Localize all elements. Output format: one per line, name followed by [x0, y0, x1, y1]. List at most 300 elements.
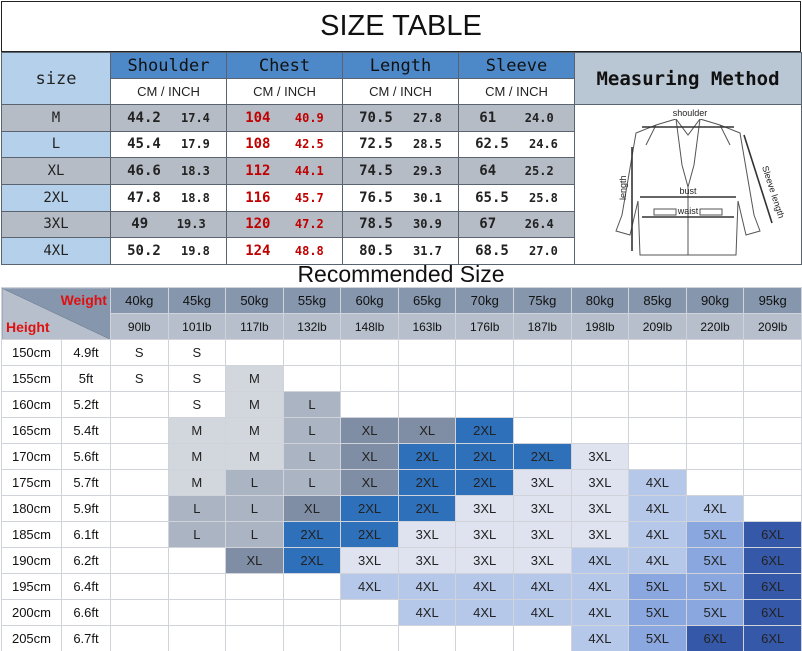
size-recommendation-cell: 5XL: [629, 626, 687, 651]
size-recommendation-cell: [744, 418, 802, 444]
size-recommendation-cell: [456, 392, 514, 418]
size-recommendation-cell: 2XL: [398, 496, 456, 522]
height-ft-label: 4.9ft: [61, 340, 110, 366]
size-table: [1, 52, 802, 265]
cm-value: 67: [479, 216, 497, 233]
size-recommendation-cell: 2XL: [283, 548, 341, 574]
sleeve-cell: [459, 184, 575, 211]
size-recommendation-cell: L: [226, 522, 284, 548]
size-recommendation-cell: 3XL: [456, 522, 514, 548]
size-recommendation-cell: [571, 418, 629, 444]
size-recommendation-cell: XL: [341, 444, 399, 470]
length-cell: [343, 158, 459, 185]
height-ft-label: 5.9ft: [61, 496, 110, 522]
height-cm-label: 190cm: [2, 548, 62, 574]
height-ft-label: 5.7ft: [61, 470, 110, 496]
size-recommendation-cell: [110, 418, 168, 444]
size-recommendation-cell: [571, 392, 629, 418]
size-recommendation-cell: L: [226, 470, 284, 496]
size-recommendation-cell: [110, 470, 168, 496]
size-recommendation-cell: 3XL: [514, 522, 572, 548]
size-recommendation-cell: L: [283, 392, 341, 418]
size-recommendation-cell: 2XL: [341, 522, 399, 548]
height-cm-label: 175cm: [2, 470, 62, 496]
size-recommendation-cell: M: [226, 392, 284, 418]
height-row: [2, 496, 802, 522]
size-recommendation-cell: [686, 366, 744, 392]
height-cm-label: 195cm: [2, 574, 62, 600]
size-recommendation-cell: [341, 392, 399, 418]
size-recommendation-cell: 2XL: [456, 444, 514, 470]
size-recommendation-cell: 4XL: [456, 574, 514, 600]
size-recommendation-cell: S: [110, 366, 168, 392]
size-recommendation-cell: [744, 340, 802, 366]
size-recommendation-cell: [398, 626, 456, 651]
size-recommendation-cell: [744, 470, 802, 496]
size-recommendation-cell: 4XL: [398, 574, 456, 600]
weight-kg-header: 65kg: [398, 288, 456, 314]
weight-kg-header: 95kg: [744, 288, 802, 314]
size-recommendation-cell: XL: [226, 548, 284, 574]
size-recommendation-cell: [686, 470, 744, 496]
size-recommendation-cell: 6XL: [744, 626, 802, 651]
cm-value: 76.5: [359, 189, 393, 206]
size-recommendation-cell: [341, 600, 399, 626]
height-row: [2, 340, 802, 366]
inch-value: 17.9: [181, 137, 210, 152]
cm-value: 80.5: [359, 243, 393, 260]
shoulder-cell: [111, 211, 227, 238]
size-recommendation-cell: 4XL: [571, 626, 629, 651]
inch-value: 24.0: [524, 110, 554, 125]
cm-value: 61: [479, 109, 497, 126]
chest-cell: [227, 105, 343, 132]
inch-value: 25.2: [524, 164, 554, 179]
height-cm-label: 165cm: [2, 418, 62, 444]
weight-kg-header: 60kg: [341, 288, 399, 314]
unit-label: CM / INCH: [227, 79, 343, 105]
size-recommendation-cell: L: [283, 418, 341, 444]
height-cm-label: 205cm: [2, 626, 62, 651]
height-row: [2, 600, 802, 626]
inch-value: 29.3: [413, 164, 442, 179]
size-recommendation-cell: 5XL: [629, 574, 687, 600]
height-cm-label: 155cm: [2, 366, 62, 392]
size-recommendation-cell: [168, 548, 226, 574]
cm-value: 120: [245, 216, 271, 233]
height-ft-label: 5ft: [61, 366, 110, 392]
size-recommendation-cell: XL: [283, 496, 341, 522]
size-recommendation-cell: 3XL: [456, 548, 514, 574]
size-recommendation-cell: 4XL: [514, 574, 572, 600]
cm-value: 62.5: [475, 136, 509, 153]
size-label: 3XL: [2, 211, 111, 238]
chest-cell: [227, 184, 343, 211]
size-recommendation-cell: 2XL: [398, 470, 456, 496]
weight-lb-header: 198lb: [571, 314, 629, 340]
size-recommendation-cell: 4XL: [571, 600, 629, 626]
size-label: 4XL: [2, 238, 111, 265]
cm-value: 124: [245, 243, 271, 260]
size-recommendation-cell: [686, 392, 744, 418]
size-recommendation-cell: 6XL: [744, 600, 802, 626]
size-recommendation-cell: 2XL: [398, 444, 456, 470]
height-ft-label: 6.2ft: [61, 548, 110, 574]
size-recommendation-cell: [398, 366, 456, 392]
size-recommendation-cell: [110, 522, 168, 548]
size-recommendation-cell: 2XL: [283, 522, 341, 548]
size-recommendation-cell: [341, 340, 399, 366]
cm-value: 64: [479, 163, 497, 180]
height-ft-label: 6.4ft: [61, 574, 110, 600]
size-recommendation-cell: XL: [341, 418, 399, 444]
size-recommendation-cell: 5XL: [686, 600, 744, 626]
size-recommendation-cell: M: [168, 470, 226, 496]
size-recommendation-cell: S: [168, 340, 226, 366]
height-row: [2, 548, 802, 574]
size-recommendation-cell: 2XL: [341, 496, 399, 522]
height-cm-label: 150cm: [2, 340, 62, 366]
size-recommendation-cell: [110, 548, 168, 574]
measure-header-length: Length: [343, 53, 459, 79]
size-recommendation-cell: [686, 444, 744, 470]
size-recommendation-cell: L: [226, 496, 284, 522]
size-recommendation-cell: 4XL: [629, 470, 687, 496]
size-recommendation-cell: [110, 600, 168, 626]
size-recommendation-cell: M: [226, 366, 284, 392]
size-recommendation-cell: [226, 600, 284, 626]
size-recommendation-cell: [456, 366, 514, 392]
height-ft-label: 5.4ft: [61, 418, 110, 444]
size-recommendation-cell: 3XL: [514, 496, 572, 522]
shoulder-diagram-label: shoulder: [672, 108, 707, 118]
page-title: SIZE TABLE: [1, 1, 801, 52]
size-recommendation-cell: [226, 626, 284, 651]
measure-header-sleeve: Sleeve: [459, 53, 575, 79]
unit-label: CM / INCH: [111, 79, 227, 105]
size-recommendation-cell: L: [168, 496, 226, 522]
size-recommendation-cell: 4XL: [686, 496, 744, 522]
height-ft-label: 6.7ft: [61, 626, 110, 651]
size-recommendation-cell: [283, 626, 341, 651]
size-recommendation-cell: 3XL: [398, 522, 456, 548]
size-recommendation-cell: [456, 340, 514, 366]
inch-value: 42.5: [294, 137, 324, 152]
size-recommendation-cell: [341, 626, 399, 651]
size-recommendation-cell: M: [168, 444, 226, 470]
waist-diagram-label: waist: [677, 206, 698, 216]
cm-value: 108: [245, 136, 271, 153]
shoulder-cell: [111, 105, 227, 132]
size-recommendation-cell: 6XL: [744, 574, 802, 600]
size-header: size: [2, 53, 111, 105]
blazer-diagram: [576, 105, 801, 259]
size-recommendation-cell: 3XL: [514, 548, 572, 574]
size-recommendation-cell: [110, 496, 168, 522]
sleeve-cell: [459, 105, 575, 132]
size-recommendation-cell: 4XL: [398, 600, 456, 626]
measuring-method-diagram: [575, 105, 802, 265]
size-recommendation-cell: [398, 392, 456, 418]
size-recommendation-cell: 2XL: [514, 444, 572, 470]
measure-header-chest: Chest: [227, 53, 343, 79]
unit-label: CM / INCH: [459, 79, 575, 105]
length-cell: [343, 105, 459, 132]
size-recommendation-cell: 6XL: [744, 548, 802, 574]
weight-kg-header: 80kg: [571, 288, 629, 314]
inch-value: 27.8: [413, 110, 442, 125]
length-diagram-label: length: [617, 175, 628, 200]
size-recommendation-cell: [168, 600, 226, 626]
height-cm-label: 185cm: [2, 522, 62, 548]
bust-diagram-label: bust: [678, 186, 697, 196]
chest-cell: [227, 158, 343, 185]
inch-value: 27.0: [529, 244, 558, 259]
inch-value: 24.6: [529, 137, 558, 152]
size-label: L: [2, 131, 111, 158]
size-recommendation-cell: [686, 340, 744, 366]
inch-value: 48.8: [294, 244, 324, 259]
size-recommendation-cell: XL: [341, 470, 399, 496]
cm-value: 78.5: [359, 216, 393, 233]
size-recommendation-cell: 4XL: [514, 600, 572, 626]
size-label: 2XL: [2, 184, 111, 211]
size-recommendation-cell: 4XL: [571, 548, 629, 574]
height-label: Height: [6, 319, 50, 335]
height-ft-label: 6.1ft: [61, 522, 110, 548]
shoulder-cell: [111, 131, 227, 158]
measuring-method-header: Measuring Method: [575, 53, 802, 105]
size-recommendation-cell: [744, 444, 802, 470]
size-recommendation-cell: [283, 574, 341, 600]
size-recommendation-cell: 4XL: [629, 496, 687, 522]
height-row: [2, 418, 802, 444]
height-row: [2, 444, 802, 470]
inch-value: 47.2: [294, 217, 324, 232]
size-recommendation-cell: 4XL: [629, 522, 687, 548]
inch-value: 18.3: [181, 164, 210, 179]
weight-lb-header: 176lb: [456, 314, 514, 340]
size-recommendation-cell: 5XL: [629, 600, 687, 626]
height-ft-label: 5.6ft: [61, 444, 110, 470]
recommended-size-title: Recommended Size: [297, 260, 505, 287]
size-recommendation-cell: [744, 496, 802, 522]
weight-lb-header: 209lb: [744, 314, 802, 340]
inch-value: 40.9: [294, 110, 324, 125]
size-recommendation-cell: 5XL: [686, 574, 744, 600]
measure-header-shoulder: Shoulder: [111, 53, 227, 79]
inch-value: 31.7: [413, 244, 442, 259]
weight-lb-header: 101lb: [168, 314, 226, 340]
size-recommendation-cell: [168, 574, 226, 600]
size-label: M: [2, 105, 111, 132]
size-recommendation-cell: S: [168, 392, 226, 418]
height-cm-label: 170cm: [2, 444, 62, 470]
size-recommendation-cell: 4XL: [571, 574, 629, 600]
size-recommendation-cell: 4XL: [456, 600, 514, 626]
weight-kg-header: 85kg: [629, 288, 687, 314]
size-recommendation-cell: [110, 392, 168, 418]
size-recommendation-cell: [514, 626, 572, 651]
size-recommendation-cell: 2XL: [456, 470, 514, 496]
size-recommendation-cell: 2XL: [456, 418, 514, 444]
size-recommendation-cell: [686, 418, 744, 444]
cm-value: 47.8: [127, 189, 161, 206]
height-ft-label: 5.2ft: [61, 392, 110, 418]
size-recommendation-cell: M: [168, 418, 226, 444]
inch-value: 19.8: [181, 244, 210, 259]
inch-value: 26.4: [524, 217, 554, 232]
size-recommendation-cell: 6XL: [686, 626, 744, 651]
cm-value: 112: [245, 163, 271, 180]
cm-value: 70.5: [359, 109, 393, 126]
cm-value: 72.5: [359, 136, 393, 153]
height-row: [2, 626, 802, 651]
weight-kg-header: 90kg: [686, 288, 744, 314]
weight-label: Weight: [60, 292, 107, 308]
unit-label: CM / INCH: [343, 79, 459, 105]
length-cell: [343, 131, 459, 158]
size-row: [2, 105, 802, 132]
size-recommendation-cell: [514, 392, 572, 418]
inch-value: 19.3: [176, 217, 206, 232]
size-recommendation-cell: [514, 340, 572, 366]
cm-value: 116: [245, 189, 271, 206]
cm-value: 65.5: [475, 189, 509, 206]
size-recommendation-cell: [226, 574, 284, 600]
size-recommendation-cell: [571, 366, 629, 392]
size-recommendation-cell: M: [226, 444, 284, 470]
height-row: [2, 392, 802, 418]
weight-lb-header: 187lb: [514, 314, 572, 340]
size-recommendation-cell: 3XL: [571, 522, 629, 548]
size-recommendation-cell: 3XL: [398, 548, 456, 574]
size-recommendation-cell: 3XL: [571, 444, 629, 470]
size-recommendation-cell: [110, 574, 168, 600]
sleeve-cell: [459, 131, 575, 158]
weight-lb-header: 209lb: [629, 314, 687, 340]
cm-value: 74.5: [359, 163, 393, 180]
size-recommendation-cell: [283, 600, 341, 626]
length-cell: [343, 184, 459, 211]
size-recommendation-cell: 3XL: [341, 548, 399, 574]
cm-value: 50.2: [127, 243, 161, 260]
length-cell: [343, 211, 459, 238]
size-recommendation-cell: [514, 418, 572, 444]
size-recommendation-cell: [571, 340, 629, 366]
size-recommendation-cell: L: [283, 470, 341, 496]
cm-value: 68.5: [475, 243, 509, 260]
cm-value: 104: [245, 109, 271, 126]
sleeve-cell: [459, 158, 575, 185]
size-recommendation-cell: [744, 366, 802, 392]
height-cm-label: 180cm: [2, 496, 62, 522]
cm-value: 49: [131, 216, 149, 233]
size-recommendation-cell: [629, 392, 687, 418]
weight-lb-header: 90lb: [110, 314, 168, 340]
height-cm-label: 160cm: [2, 392, 62, 418]
size-recommendation-cell: [226, 340, 284, 366]
recommended-size-table: [1, 287, 802, 651]
size-recommendation-cell: L: [283, 444, 341, 470]
size-recommendation-cell: S: [110, 340, 168, 366]
cm-value: 45.4: [127, 136, 161, 153]
size-recommendation-cell: 3XL: [456, 496, 514, 522]
chest-cell: [227, 211, 343, 238]
weight-lb-header: 132lb: [283, 314, 341, 340]
size-recommendation-cell: 5XL: [686, 522, 744, 548]
size-recommendation-cell: [283, 340, 341, 366]
size-recommendation-cell: [456, 626, 514, 651]
size-recommendation-cell: 4XL: [629, 548, 687, 574]
weight-lb-header: 148lb: [341, 314, 399, 340]
size-recommendation-cell: 5XL: [686, 548, 744, 574]
size-recommendation-cell: [629, 444, 687, 470]
height-row: [2, 366, 802, 392]
size-recommendation-cell: [283, 366, 341, 392]
inch-value: 28.5: [413, 137, 442, 152]
inch-value: 25.8: [529, 190, 558, 205]
size-recommendation-cell: L: [168, 522, 226, 548]
size-recommendation-cell: [744, 392, 802, 418]
size-recommendation-cell: 3XL: [571, 470, 629, 496]
size-recommendation-cell: [110, 626, 168, 651]
inch-value: 45.7: [294, 190, 324, 205]
weight-lb-header: 117lb: [226, 314, 284, 340]
height-ft-label: 6.6ft: [61, 600, 110, 626]
weight-kg-header: 75kg: [514, 288, 572, 314]
size-recommendation-cell: [629, 340, 687, 366]
height-row: [2, 574, 802, 600]
height-cm-label: 200cm: [2, 600, 62, 626]
size-recommendation-cell: [629, 418, 687, 444]
inch-value: 44.1: [294, 164, 324, 179]
inch-value: 30.1: [413, 190, 442, 205]
size-recommendation-cell: [629, 366, 687, 392]
size-recommendation-cell: 3XL: [514, 470, 572, 496]
shoulder-cell: [111, 184, 227, 211]
weight-kg-header: 50kg: [226, 288, 284, 314]
weight-kg-header: 55kg: [283, 288, 341, 314]
sleeve-cell: [459, 211, 575, 238]
cm-value: 44.2: [127, 109, 161, 126]
weight-lb-header: 220lb: [686, 314, 744, 340]
size-recommendation-cell: 3XL: [571, 496, 629, 522]
size-recommendation-cell: [514, 366, 572, 392]
weight-kg-header: 70kg: [456, 288, 514, 314]
sleeve-diagram-label: Sleeve length: [759, 164, 786, 220]
inch-value: 17.4: [181, 110, 210, 125]
weight-height-corner: [2, 288, 111, 340]
size-recommendation-cell: [168, 626, 226, 651]
weight-lb-header: 163lb: [398, 314, 456, 340]
height-row: [2, 522, 802, 548]
chest-cell: [227, 131, 343, 158]
cm-value: 46.6: [127, 163, 161, 180]
inch-value: 30.9: [413, 217, 442, 232]
size-recommendation-cell: [341, 366, 399, 392]
size-recommendation-cell: [398, 340, 456, 366]
size-recommendation-cell: 4XL: [341, 574, 399, 600]
size-label: XL: [2, 158, 111, 185]
weight-kg-header: 40kg: [110, 288, 168, 314]
size-recommendation-cell: XL: [398, 418, 456, 444]
size-recommendation-cell: [110, 444, 168, 470]
height-row: [2, 470, 802, 496]
weight-kg-header: 45kg: [168, 288, 226, 314]
inch-value: 18.8: [181, 190, 210, 205]
size-recommendation-cell: M: [226, 418, 284, 444]
